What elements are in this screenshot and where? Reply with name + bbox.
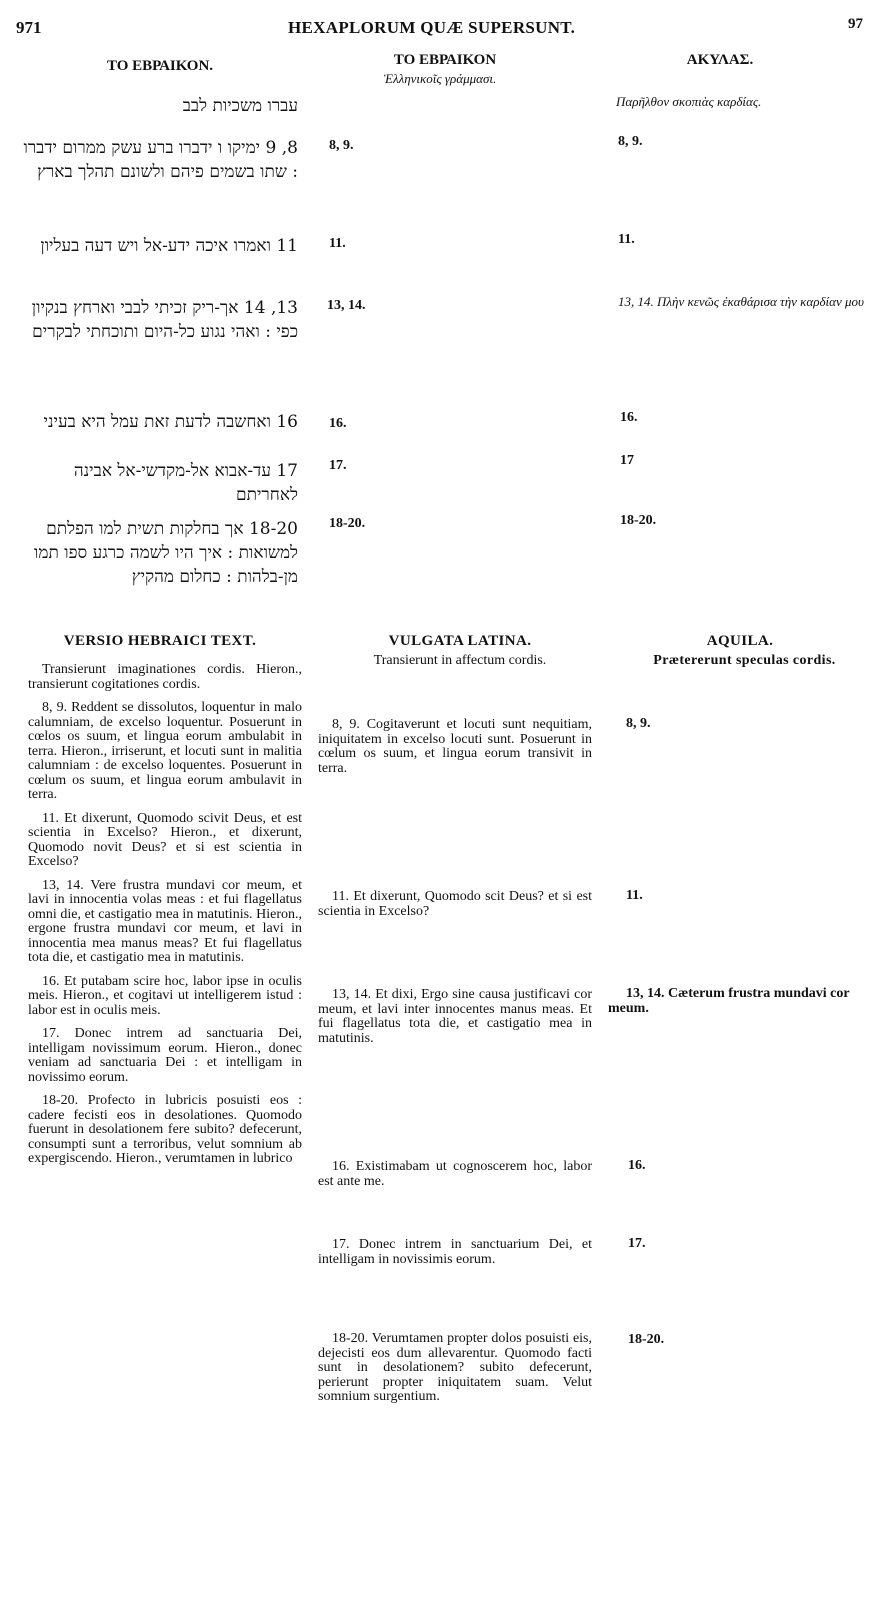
aquila-latin-verse-18-20: 18-20. xyxy=(628,1332,665,1347)
aquila-column-title: ΑΚΥΛΑΣ. xyxy=(686,52,754,68)
vulgata-verse-13-14: 13, 14. Et dixi, Ergo sine causa justificavi cor meum, et lavi inter innocentes manus meas. Et fui flagellatus tota die, et castigatio mea in matutinis. xyxy=(318,987,592,1046)
translit-verse-18-20: 18-20. xyxy=(329,516,366,531)
versio-text-column xyxy=(28,663,302,1176)
aquila-verse-8-9: 8, 9. xyxy=(618,134,643,149)
hebrew-column-title: ΤΟ ΕΒΡΑΙΚΟΝ. xyxy=(106,58,214,74)
translit-verse-13-14: 13, 14. xyxy=(327,298,366,313)
translit-verse-17: 17. xyxy=(329,458,347,473)
aquila-intro-line: Παρῆλθον σκοπιὰς καρδίας. xyxy=(616,94,762,109)
translit-verse-16: 16. xyxy=(329,416,347,431)
aquila-latin-verse-8-9: 8, 9. xyxy=(626,716,651,731)
versio-column-title: VERSIO HEBRAICI TEXT. xyxy=(63,633,257,649)
vulgata-verse-18-20: 18-20. Verumtamen propter dolos posuisti eis, dejecisti eos dum allevarentur. Quomodo facti sunt in desolationem? subito defecerunt, perierunt propter iniquitatem suam. Velut somnium surgentium. xyxy=(318,1331,592,1404)
vulgata-verse-8-9: 8, 9. Cogitaverunt et locuti sunt nequitiam, iniquitatem in excelso locuti sunt. Posuerunt in cœlum os suum, et lingua eorum transivit in terra. xyxy=(318,717,592,776)
translit-verse-11: 11. xyxy=(329,236,346,251)
aquila-verse-13-14: 13, 14. Πλὴν κενῶς ἐκαθάρισα τὴν καρδίαν μου xyxy=(618,294,864,309)
versio-verse-16: 16. Et putabam scire hoc, labor ipse in oculis meis. Hieron., et cogitavi ut intelligerem istud : labor est in oculis meis. xyxy=(28,973,302,1018)
hebrew-verse-11: 11 ואמרו איכה ידע-אל ויש דעה בעליון xyxy=(40,236,298,256)
hebrew-verse-8-9: 8, 9 ימיקו ו ידברו ברע עשק ממרום ידברו : שתו בשמים פיהם ולשונם תהלך בארץ xyxy=(23,138,298,182)
vulgata-column-subtitle: Transierunt in affectum cordis. xyxy=(373,653,547,668)
aquila-verse-18-20: 18-20. xyxy=(620,513,657,528)
page-number-left: 971 xyxy=(16,18,42,37)
versio-verse-17: 17. Donec intrem ad sanctuaria Dei, intelligam novissimum eorum. Hieron., donec veniam ad sanctuaria Dei : et intelligam in novissimo eorum. xyxy=(28,1026,302,1085)
transliteration-column-title: ΤΟ ΕΒΡΑΙΚΟΝ xyxy=(393,52,497,68)
aquila-verse-16: 16. xyxy=(620,410,638,425)
page-number-right: 97 xyxy=(848,16,863,32)
aquila-latin-column-subtitle: Prætererunt speculas cordis. xyxy=(653,653,836,668)
transliteration-column-subtitle: Ἑλληνικοῖς γράμμασι. xyxy=(383,71,497,86)
vulgata-verse-16: 16. Existimabam ut cognoscerem hoc, labor est ante me. xyxy=(318,1159,592,1189)
aquila-latin-verse-11: 11. xyxy=(626,888,643,903)
vulgata-verse-17: 17. Donec intrem in sanctuarium Dei, et intelligam in novissimis eorum. xyxy=(318,1237,592,1267)
hebrew-verse-18-20: 18-20 אך בחלקות תשית למו הפלתם למשואות : איך היו לשמה כרגע ספו תמו מן-בלהות : כחלום מהקיץ xyxy=(34,519,298,587)
versio-verse-11: 11. Et dixerunt, Quomodo scivit Deus, et est scientia in Excelso? Hieron., et dixerunt, Quomodo novit Deus? et si est scientia in Excelso? xyxy=(28,810,302,869)
aquila-verse-11: 11. xyxy=(618,232,635,247)
vulgata-column-title: VULGATA LATINA. xyxy=(388,633,532,649)
vulgata-verse-11: 11. Et dixerunt, Quomodo scit Deus? et si est scientia in Excelso? xyxy=(318,889,592,919)
aquila-latin-verse-13-14: 13, 14. Cæterum frustra mundavi cor meum. xyxy=(608,986,850,1016)
running-title: HEXAPLORUM QUÆ SUPERSUNT. xyxy=(288,18,576,37)
aquila-latin-column-title: AQUILA. xyxy=(706,633,774,649)
hebrew-verse-16: 16 ואחשבה לדעת זאת עמל היא בעיני xyxy=(43,412,298,432)
aquila-latin-verse-16: 16. xyxy=(628,1158,646,1173)
translit-verse-8-9: 8, 9. xyxy=(329,138,354,153)
aquila-verse-17: 17 xyxy=(620,453,634,468)
versio-verse-18-20: 18-20. Profecto in lubricis posuisti eos : cadere fecisti eos in desolationes. Quomodo fuerunt in desolationem fere subito? defecerunt, consumpti sunt a terroribus, velut somnium ab expergiscendo. Hieron., verumtamen in lubrico xyxy=(28,1093,302,1166)
hebrew-verse-13-14: 13, 14 אך-ריק זכיתי לבבי וארחץ בנקיון כפי : ואהי נגוע כל-היום ותוכחתי לבקרים xyxy=(31,298,298,342)
versio-verse-13-14: 13, 14. Vere frustra mundavi cor meum, et lavi in innocentia volas meas : et fui flagellatus omni die, et castigatio mea in matutinis. Hieron., ergone frustra mundavi cor meum, et lavi in innocentia mea manus meas? Et fui flagellatus tota die, et castigatio mea in matutinis. xyxy=(28,877,302,965)
hebrew-verse-17: 17 עד-אבוא אל-מקדשי-אל אבינה לאחריתם xyxy=(73,461,298,505)
aquila-latin-verse-17: 17. xyxy=(628,1236,646,1251)
versio-verse-8-9: 8, 9. Reddent se dissolutos, loquentur in malo calumniam, de excelso loquentur. Posuerunt in cœlos os suum, et lingua eorum ambulabit in terra. Hieron., irriserunt, et locuti sunt in malitia calumniam : de excelso loquentes. Posuerunt in cœlum os suum, et lingua eorum ambulavit in terra. xyxy=(28,700,302,802)
versio-intro: Transierunt imaginationes cordis. Hieron., transierunt cogitationes cordis. xyxy=(28,662,302,692)
hebrew-intro-line: עברו משכיות לבב xyxy=(182,96,298,116)
